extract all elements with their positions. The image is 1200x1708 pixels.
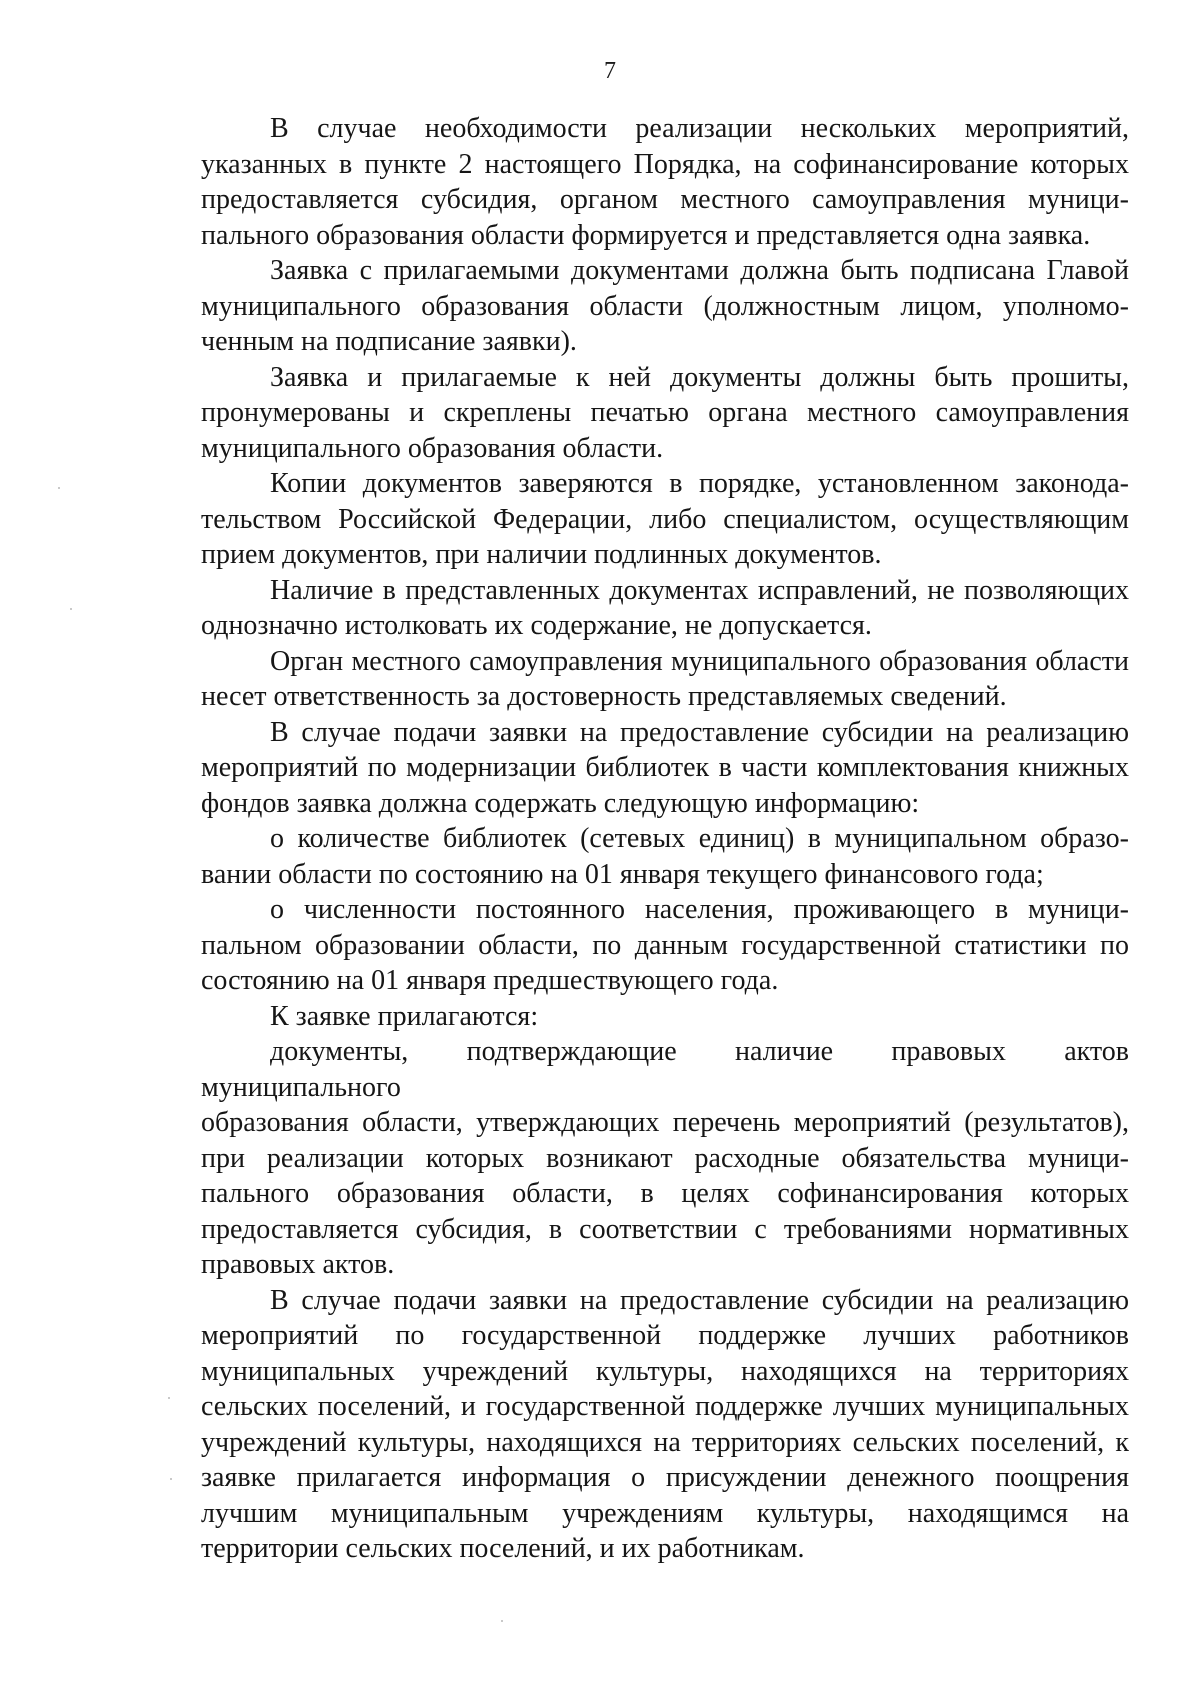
text-line: Орган местного самоуправления муниципального образования области	[270, 645, 1129, 677]
text-line: фондов заявка должна содержать следующую информацию:	[201, 787, 920, 819]
paragraph	[201, 111, 1129, 253]
text-line: К заявке прилагаются:	[270, 1000, 539, 1032]
text-line: В случае необходимости реализации нескольких мероприятий,	[270, 113, 1129, 144]
paragraph	[201, 253, 1129, 360]
text-line: пального образования области, в целях софинансирования которых	[201, 1178, 1129, 1209]
text-line: учреждений культуры, находящихся на территориях сельских поселений, к	[201, 1426, 1129, 1458]
paragraph	[201, 644, 1129, 715]
text-line: мероприятий по модернизации библиотек в части комплектования книжных	[201, 752, 1129, 783]
text-line: предоставляется субсидия, органом местного самоуправления муници-	[201, 184, 1129, 215]
text-line: пальном образовании области, по данным государственной статистики по	[201, 929, 1129, 961]
paragraph	[201, 1034, 1129, 1283]
text-line: В случае подачи заявки на предоставление субсидии на реализацию	[270, 1284, 1129, 1316]
text-line: при реализации которых возникают расходные обязательства муници-	[201, 1142, 1129, 1174]
text-line: предоставляется субсидия, в соответствии с требованиями нормативных	[201, 1213, 1129, 1245]
text-line: образования области, утверждающих перечень мероприятий (результатов),	[201, 1107, 1129, 1138]
text-line: тельством Российской Федерации, либо специалистом, осуществляющим	[201, 503, 1129, 535]
text-line: несет ответственность за достоверность представляемых сведений.	[201, 681, 1007, 712]
text-line: мероприятий по государственной поддержке лучших работников	[201, 1320, 1129, 1351]
paragraph	[201, 1283, 1129, 1567]
scan-speck	[170, 1478, 172, 1480]
paragraph	[201, 715, 1129, 822]
text-line: о численности постоянного населения, проживающего в муници-	[270, 894, 1129, 925]
text-line: вании области по состоянию на 01 января текущего финансового года;	[201, 858, 1044, 890]
scan-speck	[168, 1397, 170, 1399]
text-line: документы, подтверждающие наличие правовых актов муниципального	[201, 1036, 1129, 1103]
paragraph	[201, 999, 1129, 1035]
paragraph	[201, 360, 1129, 467]
text-line: муниципального образования области (должностным лицом, уполномо-	[201, 290, 1129, 322]
text-line: правовых актов.	[201, 1249, 395, 1280]
text-line: пального образования области формируется и представляется одна заявка.	[201, 219, 1091, 251]
text-line: сельских поселений, и государственной поддержке лучших муниципальных	[201, 1391, 1129, 1422]
text-line: муниципальных учреждений культуры, находящихся на территориях	[201, 1355, 1129, 1387]
paragraph	[201, 821, 1129, 892]
text-line: ченным на подписание заявки).	[201, 326, 577, 357]
paragraph	[201, 573, 1129, 644]
page-number: 7	[604, 58, 616, 84]
scan-speck	[501, 1620, 503, 1622]
text-line: Наличие в представленных документах исправлений, не позволяющих	[270, 574, 1129, 606]
text-line: Копии документов заверяются в порядке, установленном законода-	[270, 468, 1129, 499]
text-line: Заявка с прилагаемыми документами должна быть подписана Главой	[270, 255, 1129, 286]
paragraph	[201, 892, 1129, 999]
document-body	[201, 111, 1129, 1567]
text-line: территории сельских поселений, и их работникам.	[201, 1533, 805, 1564]
paragraph	[201, 466, 1129, 573]
text-line: однозначно истолковать их содержание, не допускается.	[201, 610, 872, 641]
text-line: о количестве библиотек (сетевых единиц) в муниципальном образо-	[270, 823, 1129, 854]
text-line: муниципального образования области.	[201, 432, 664, 464]
text-line: В случае подачи заявки на предоставление субсидии на реализацию	[270, 716, 1129, 748]
text-line: Заявка и прилагаемые к ней документы должны быть прошиты,	[270, 361, 1129, 393]
scan-speck	[58, 487, 60, 489]
scan-speck	[70, 608, 72, 610]
text-line: состоянию на 01 января предшествующего года.	[201, 965, 779, 996]
text-line: указанных в пункте 2 настоящего Порядка, на софинансирование которых	[201, 148, 1129, 180]
text-line: лучшим муниципальным учреждениям культуры, находящимся на	[201, 1497, 1129, 1529]
text-line: заявке прилагается информация о присуждении денежного поощрения	[201, 1462, 1129, 1493]
text-line: прием документов, при наличии подлинных документов.	[201, 539, 882, 570]
text-line: пронумерованы и скреплены печатью органа местного самоуправления	[201, 397, 1129, 428]
